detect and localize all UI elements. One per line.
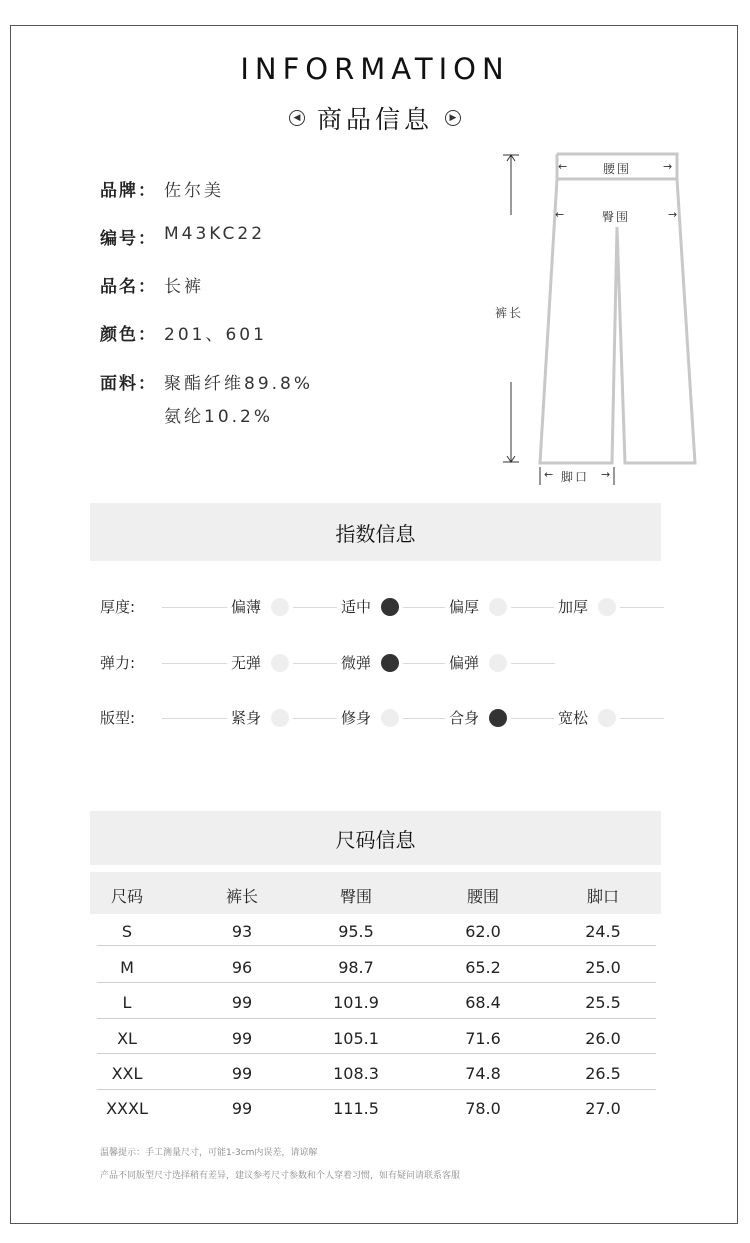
fabric-label: 面料： [100, 374, 157, 394]
table-cell: 99 [231, 1064, 253, 1083]
dot-off [271, 709, 289, 727]
table-cell: 65.2 [465, 958, 501, 977]
waist-arrow-left: ← [558, 160, 568, 173]
table-cell: 111.5 [333, 1099, 379, 1118]
table-cell: 99 [231, 993, 253, 1012]
table-cell: 99 [231, 1029, 253, 1048]
option-label: 偏薄 [231, 598, 262, 616]
column-header-waist: 腰围 [466, 887, 499, 906]
table-cell: XXL [111, 1064, 143, 1083]
row-divider [97, 1089, 656, 1090]
right-arrow-icon: ▶ [445, 110, 461, 126]
table-cell: 93 [231, 922, 253, 941]
title-chinese: 商品信息 [316, 105, 433, 134]
fabric-value-2: 氨纶10.2% [164, 407, 274, 427]
color-value: 201、601 [164, 325, 267, 345]
option-label: 合身 [449, 709, 480, 727]
table-cell: S [121, 922, 133, 941]
table-cell: 105.1 [333, 1029, 379, 1048]
dot-off [489, 598, 507, 616]
index-section-header [90, 503, 661, 561]
table-cell: 25.0 [585, 958, 621, 977]
option-label: 宽松 [558, 709, 589, 727]
fabric-value-1: 聚酯纤维89.8% [164, 374, 314, 394]
dot-off [598, 598, 616, 616]
table-cell: 24.5 [585, 922, 621, 941]
option-label: 修身 [341, 709, 372, 727]
info-code [100, 224, 265, 249]
option-no-stretch [227, 651, 293, 675]
table-cell: 25.5 [585, 993, 621, 1012]
column-header-hem: 脚口 [586, 887, 619, 906]
row-divider [97, 982, 656, 983]
option-medium [337, 595, 403, 619]
dot-off [271, 654, 289, 672]
option-regular [445, 706, 511, 730]
index-row-fit [100, 706, 664, 730]
column-header-hip: 臀围 [339, 887, 372, 906]
table-cell: XL [117, 1029, 137, 1048]
brand-label: 品牌： [100, 181, 157, 201]
title-chinese-row [0, 100, 750, 136]
table-cell: 78.0 [465, 1099, 501, 1118]
table-cell: L [122, 993, 132, 1012]
code-value: M43KC22 [164, 224, 266, 244]
option-tight [227, 706, 293, 730]
left-arrow-icon: ◀ [289, 110, 305, 126]
color-label: 颜色： [100, 325, 157, 345]
row-divider [97, 1018, 656, 1019]
option-label: 微弹 [341, 654, 372, 672]
hip-arrow-left: ← [555, 208, 565, 221]
waist-label: 腰围 [603, 162, 632, 176]
table-cell: 108.3 [333, 1064, 379, 1083]
option-thin [227, 595, 293, 619]
option-thick [445, 595, 511, 619]
option-extra-thick [554, 595, 620, 619]
dot-selected [381, 598, 399, 616]
dot-selected [381, 654, 399, 672]
hem-arrow-right: → [601, 468, 611, 481]
option-slim [337, 706, 403, 730]
table-cell: 62.0 [465, 922, 501, 941]
option-label: 偏弹 [449, 654, 480, 672]
title-english: INFORMATION [240, 52, 510, 86]
table-cell: 71.6 [465, 1029, 501, 1048]
table-cell: 27.0 [585, 1099, 621, 1118]
index-label-elasticity: 弹力: [100, 654, 136, 672]
dot-off [271, 598, 289, 616]
dot-off [489, 654, 507, 672]
table-cell: 99 [231, 1099, 253, 1118]
index-label-fit: 版型: [100, 709, 136, 727]
table-cell: 98.7 [338, 958, 374, 977]
info-brand [100, 176, 224, 201]
waist-arrow-right: → [663, 160, 673, 173]
row-divider [97, 945, 656, 946]
column-header-size: 尺码 [110, 887, 143, 906]
pants-outline [540, 154, 695, 463]
option-label: 紧身 [231, 709, 262, 727]
row-divider [97, 1053, 656, 1054]
hem-label: 脚口 [561, 470, 590, 484]
table-cell: 74.8 [465, 1064, 501, 1083]
table-cell: 96 [231, 958, 253, 977]
option-loose [554, 706, 620, 730]
table-cell: 26.5 [585, 1064, 621, 1083]
option-stretchy [445, 651, 511, 675]
table-cell: 68.4 [465, 993, 501, 1012]
table-cell: 95.5 [338, 922, 374, 941]
option-label: 偏厚 [449, 598, 480, 616]
dot-off [598, 709, 616, 727]
dot-off [381, 709, 399, 727]
note-line-1: 温馨提示：手工测量尺寸，可能1-3cm内误差，请谅解 [100, 1148, 318, 1158]
info-fabric [100, 369, 313, 394]
dot-selected [489, 709, 507, 727]
brand-value: 佐尔美 [164, 181, 224, 201]
code-label: 编号： [100, 229, 157, 249]
info-color [100, 320, 267, 345]
note-line-2: 产品不同版型尺寸选择稍有差异，建议参考尺寸参数和个人穿着习惯，如有疑问请联系客服 [100, 1171, 461, 1181]
column-header-length: 裤长 [225, 887, 258, 906]
length-label: 裤长 [495, 306, 524, 320]
info-name [100, 272, 204, 297]
size-section-title: 尺码信息 [335, 827, 416, 852]
option-label: 无弹 [231, 654, 262, 672]
table-cell: XXXL [106, 1099, 148, 1118]
option-label: 适中 [341, 598, 372, 616]
table-cell: 101.9 [333, 993, 379, 1012]
option-label: 加厚 [558, 598, 589, 616]
index-label-thickness: 厚度: [100, 598, 136, 616]
hem-arrow-left: ← [544, 468, 554, 481]
index-row-elasticity [100, 651, 555, 675]
hip-arrow-right: → [668, 208, 678, 221]
size-section-header [90, 811, 661, 865]
table-cell: M [120, 958, 134, 977]
name-label: 品名： [100, 277, 157, 297]
name-value: 长裤 [164, 277, 204, 297]
table-cell: 26.0 [585, 1029, 621, 1048]
index-section-title: 指数信息 [335, 521, 416, 546]
option-slight-stretch [337, 651, 403, 675]
index-row-thickness [100, 595, 664, 619]
hip-label: 臀围 [602, 210, 631, 224]
